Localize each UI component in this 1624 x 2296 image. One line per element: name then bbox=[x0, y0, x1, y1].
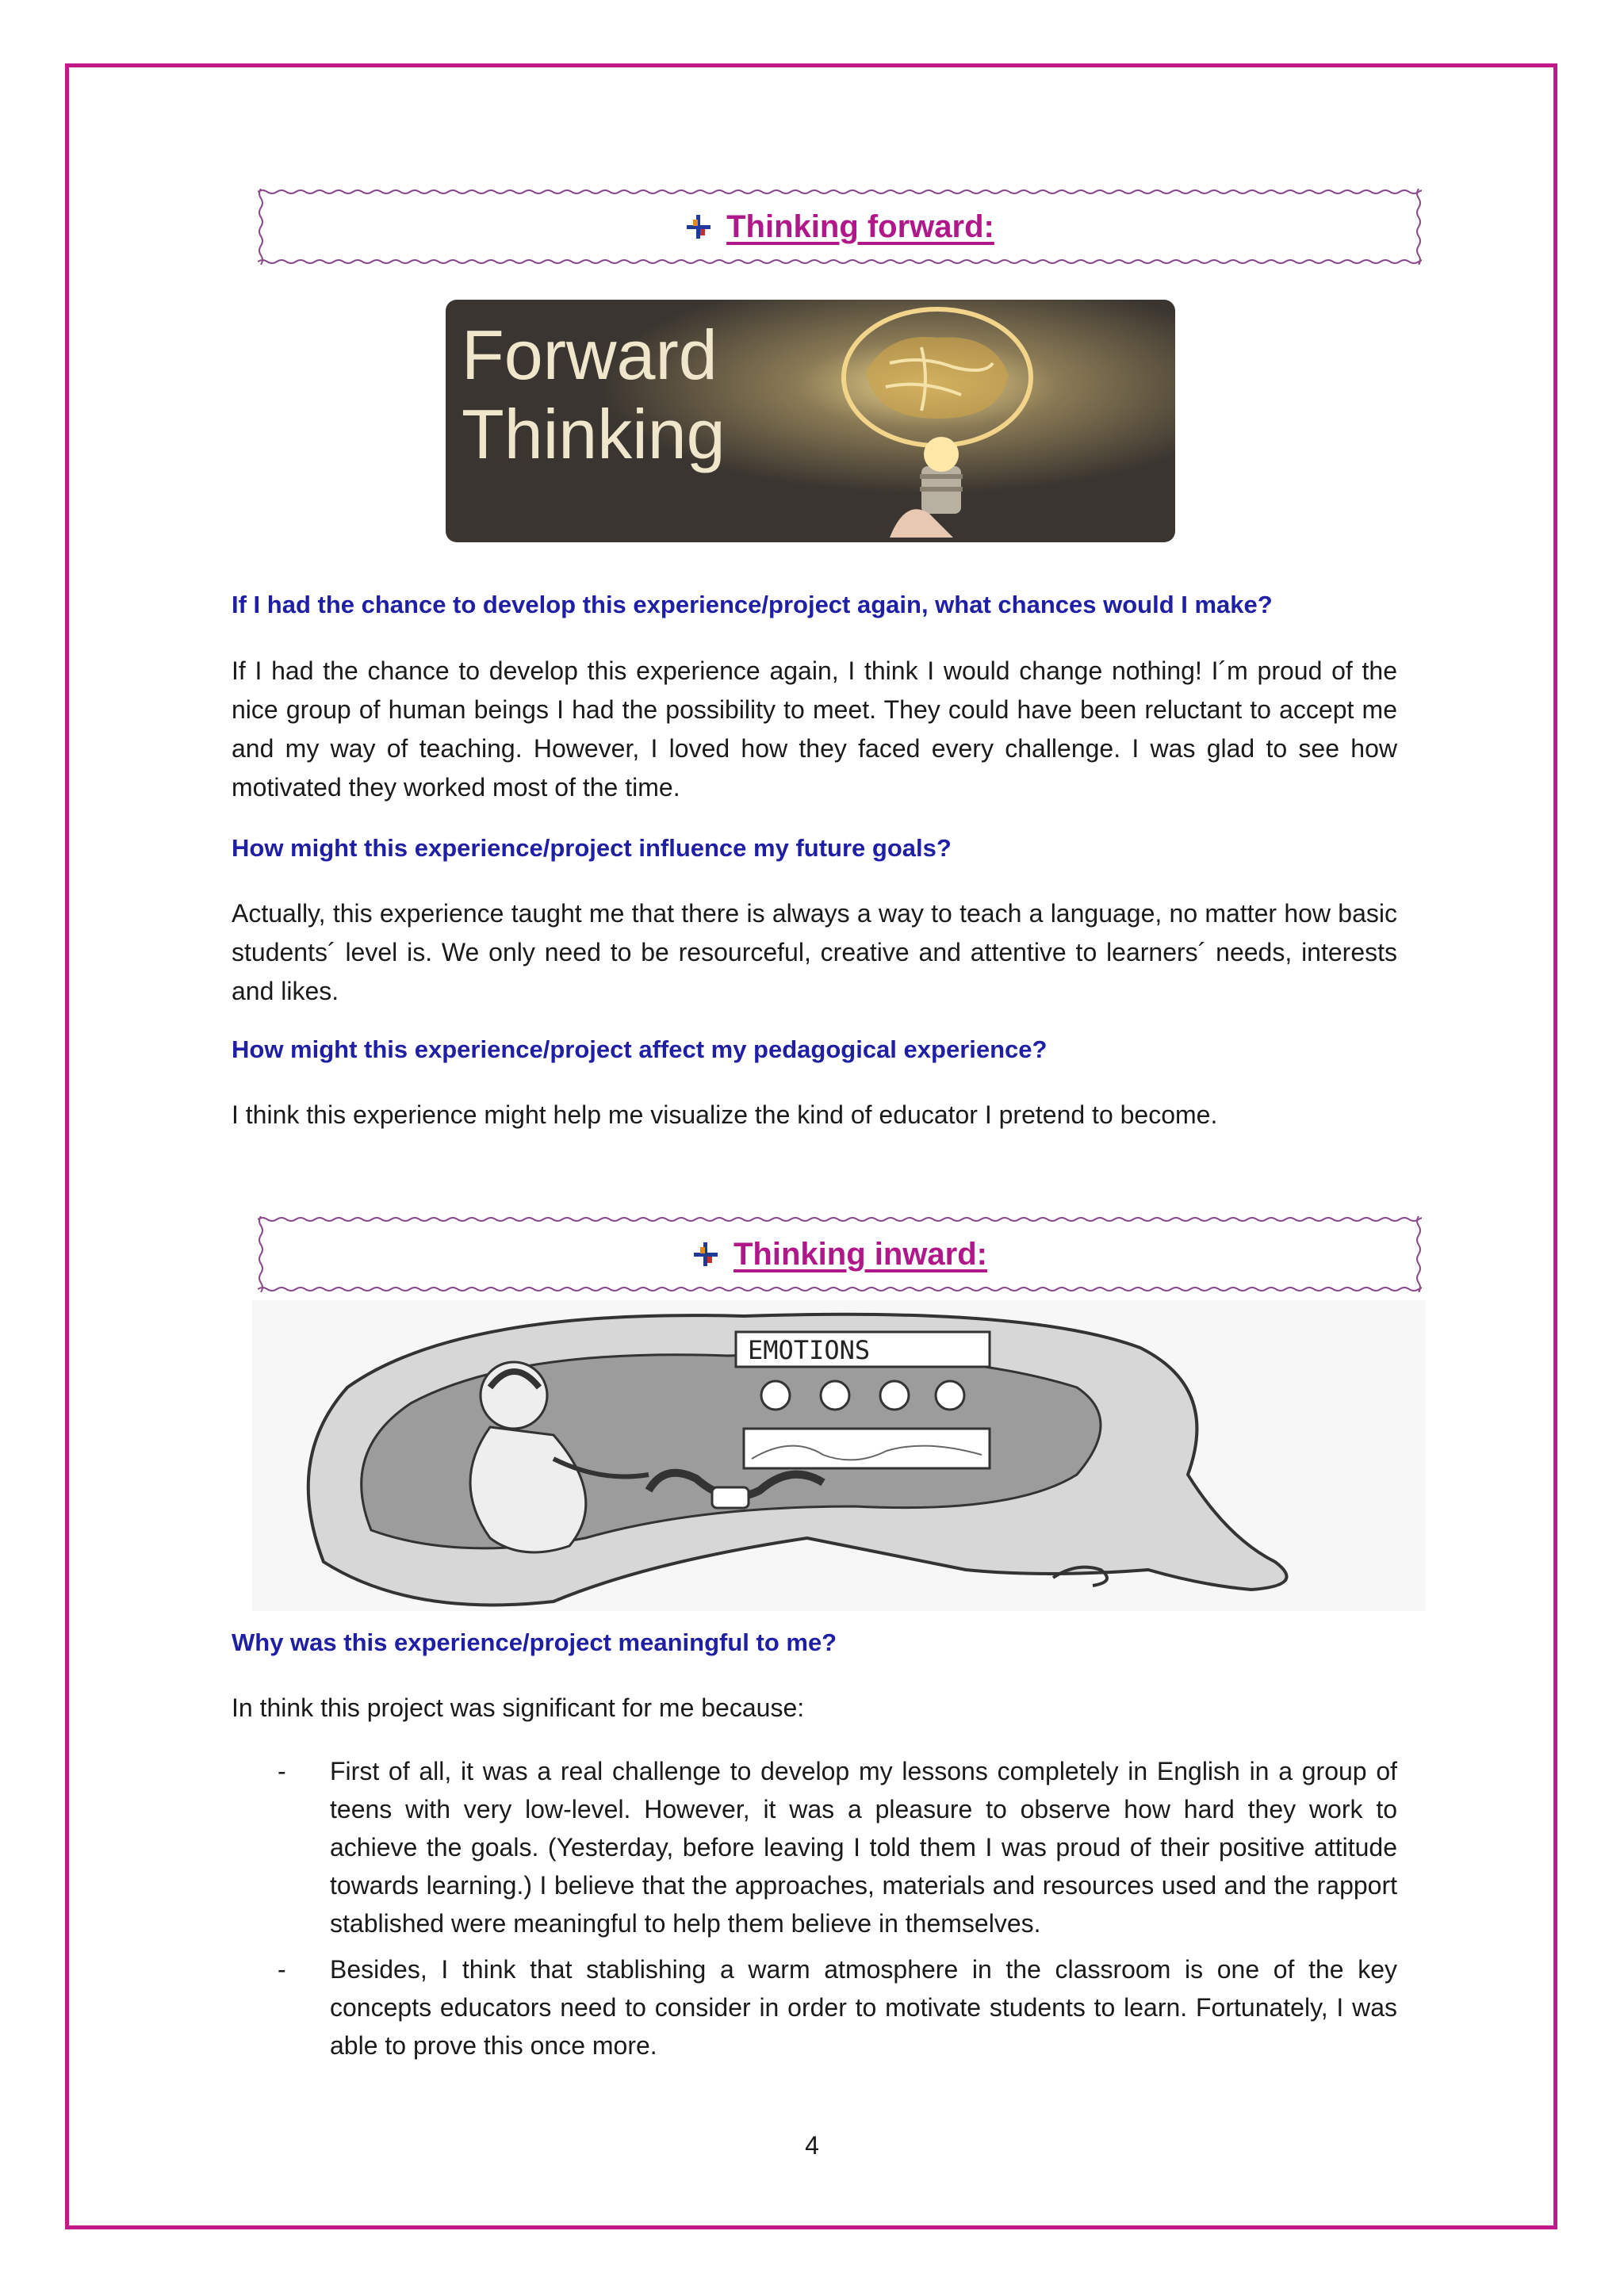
answer-3: I think this experience might help me visualize the kind of educator I pretend to become. bbox=[232, 1100, 1218, 1129]
forward-thinking-image bbox=[446, 300, 1175, 542]
question-2: How might this experience/project influence my future goals? bbox=[232, 834, 952, 862]
list-dash: - bbox=[278, 1955, 286, 1984]
question-1: If I had the chance to develop this experience/project again, what chances would I make? bbox=[232, 591, 1273, 618]
question-4: Why was this experience/project meaningful to me? bbox=[232, 1628, 837, 1656]
list-item bbox=[278, 1950, 1397, 2064]
list-item-text: First of all, it was a real challenge to develop my lessons completely in English in a group of teens with very low-level. However, it was a pleasure to observe how hard they work to achieve the goals. (Yesterday, before leaving I told them I was proud of their positive attitude towards learning.) I believe that the approaches, materials and resources used and the rapport stablished were meaningful to help them believe in themselves. bbox=[330, 1757, 1397, 1938]
image-text-forward: Forward bbox=[462, 316, 718, 394]
page-number: 4 bbox=[805, 2131, 819, 2160]
question-3: How might this experience/project affect my pedagogical experience? bbox=[232, 1035, 1048, 1063]
cross-bullet-icon bbox=[685, 213, 712, 240]
section-title: Thinking inward: bbox=[733, 1236, 987, 1272]
cross-bullet-icon bbox=[692, 1241, 719, 1268]
section-title: Thinking forward: bbox=[726, 209, 994, 244]
list-item-text: Besides, I think that stablishing a warm atmosphere in the classroom is one of the key concepts educators need to consider in order to motivate students to learn. Fortunately, I was able to prove this once more. bbox=[330, 1955, 1397, 2060]
answer-2: Actually, this experience taught me that there is always a way to teach a language, no matter how basic students´ level is. We only need to be resourceful, creative and attentive to learners´ needs, interests and likes. bbox=[232, 899, 1397, 1005]
banner-thinking-inward bbox=[258, 1216, 1422, 1292]
list-dash: - bbox=[278, 1757, 286, 1785]
banner-thinking-forward bbox=[258, 189, 1422, 265]
answer-4-intro: In think this project was significant for me because: bbox=[232, 1693, 805, 1722]
answer-1: If I had the chance to develop this experience again, I think I would change nothing! I´m proud of the nice group of human beings I had the possibility to meet. They could have been reluctant to accept me and my way of teaching. However, I loved how they faced every challenge. I was glad to see how motivated they worked most of the time. bbox=[232, 656, 1397, 802]
emotions-label: EMOTIONS bbox=[748, 1335, 871, 1365]
list-item bbox=[278, 1752, 1397, 1942]
image-text-thinking: Thinking bbox=[462, 395, 726, 473]
emotions-illustration bbox=[252, 1300, 1426, 1611]
